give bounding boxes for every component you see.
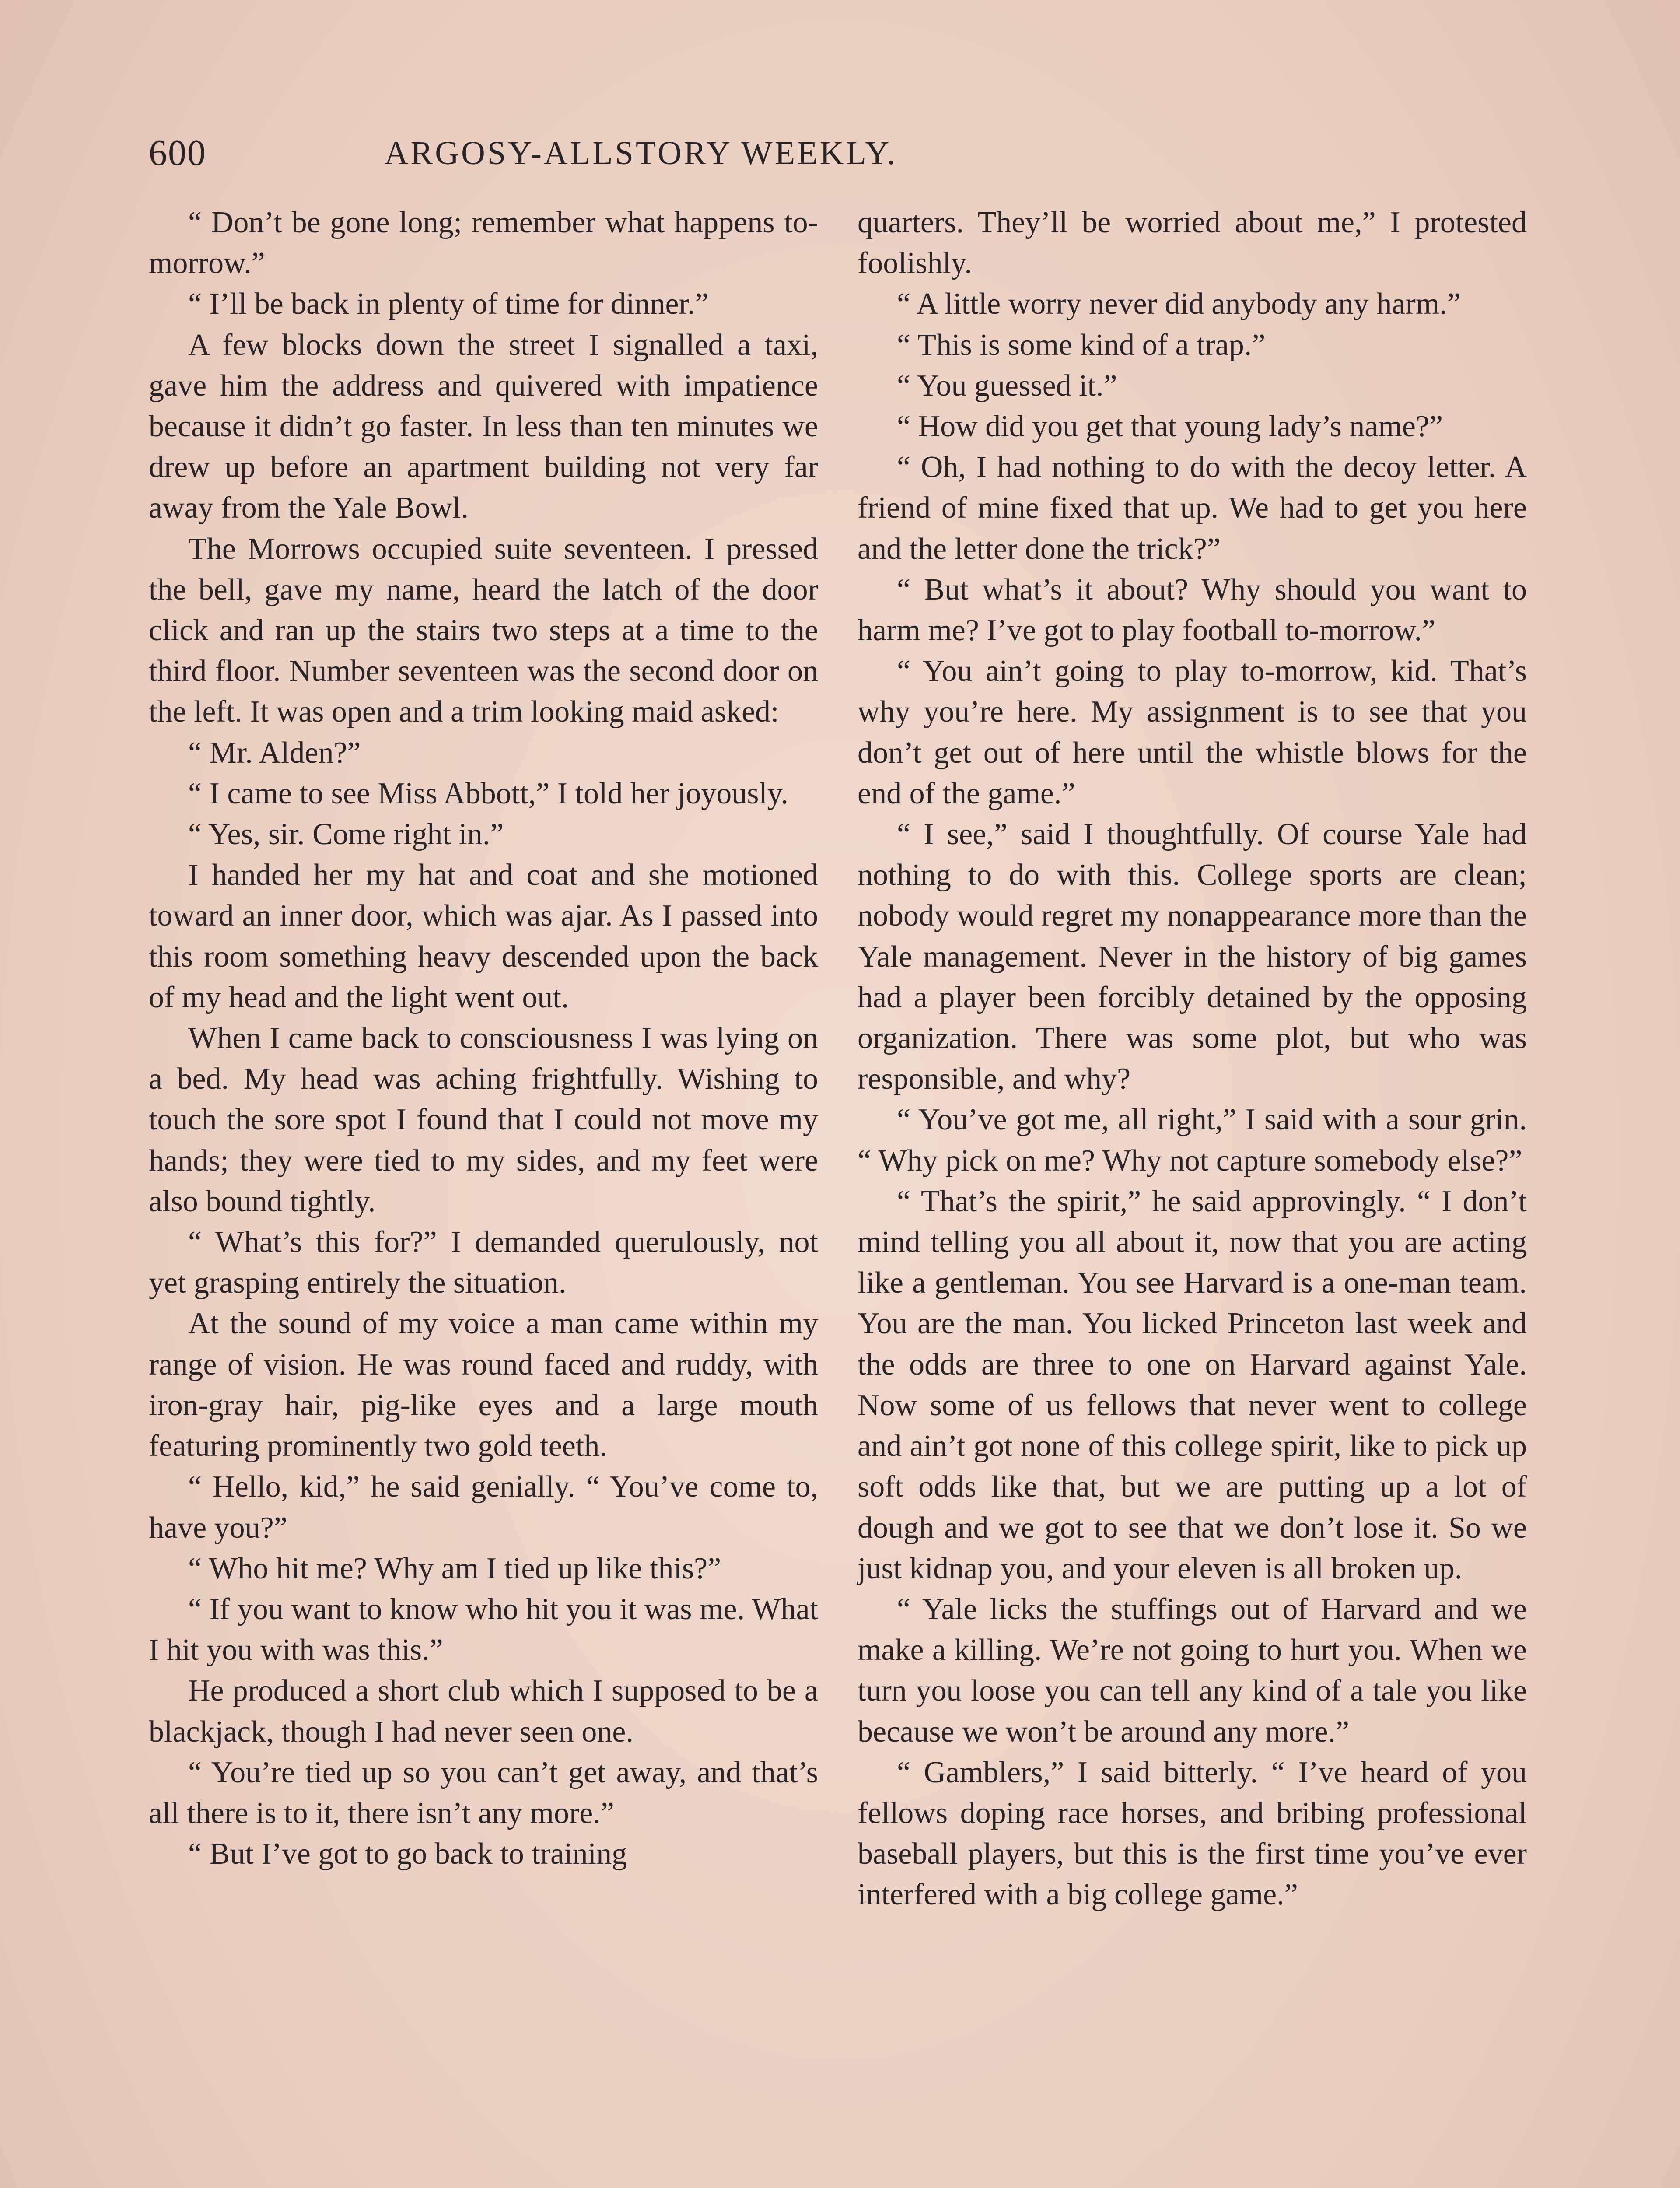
paragraph: “ If you want to know who hit you it was me. What I hit you with was this.” xyxy=(149,1592,818,1667)
paragraph: “ A little worry never did anybody any harm.” xyxy=(897,287,1461,321)
right-column xyxy=(858,202,1527,1915)
paragraph: “ I’ll be back in plenty of time for dinner.” xyxy=(188,287,709,321)
paragraph: “ I came to see Miss Abbott,” I told her joyously. xyxy=(188,776,788,810)
paragraph: “ Hello, kid,” he said genially. “ You’ve come to, have you?” xyxy=(149,1470,818,1545)
page-number: 600 xyxy=(149,133,206,173)
paragraph: The Morrows occupied suite seventeen. I pressed the bell, gave my name, heard the latch of the door click and ran up the stairs two steps at a time to the third floor. Number seventeen was the second door on the left. It was open and a trim looking maid asked: xyxy=(149,532,818,729)
paragraph: “ Who hit me? Why am I tied up like this?” xyxy=(188,1551,721,1585)
paragraph: “ Don’t be gone long; remember what happens to-morrow.” xyxy=(149,206,818,281)
paragraph: “ That’s the spirit,” he said approvingly. “ I don’t mind telling you all about it, now that you are acting like a gentleman. You see Harvard is a one-man team. You are the man. You licked Princeton last week and the odds are three to one on Harvard against Yale. Now some of us fellows that never went to college and ain’t got none of this college spirit, like to pick up soft odds like that, but we are putting up a lot of dough and we got to see that we don’t lose it. So we just kidnap you, and your eleven is all broken up. xyxy=(858,1184,1527,1585)
paragraph: “ This is some kind of a trap.” xyxy=(897,328,1266,362)
paragraph: “ You ain’t going to play to-morrow, kid. That’s why you’re here. My assignment is to see that you don’t get out of here until the whistle blows for the end of the game.” xyxy=(858,654,1527,810)
left-column xyxy=(149,202,818,1874)
paragraph: A few blocks down the street I signalled a taxi, gave him the address and quivered with impatience because it didn’t go faster. In less than ten minutes we drew up before an apartment building not very far away from the Yale Bowl. xyxy=(149,328,818,525)
paragraph-continued: quarters. They’ll be worried about me,” I protested foolishly. xyxy=(858,206,1527,281)
paragraph: I handed her my hat and coat and she motioned toward an inner door, which was ajar. As I passed into this room something heavy descended upon the back of my head and the light went out. xyxy=(149,858,818,1014)
paragraph: “ Yale licks the stuffings out of Harvard and we make a killing. We’re not going to hurt you. When we turn you loose you can tell any kind of a tale you like because we won’t be around any more.” xyxy=(858,1592,1527,1749)
paragraph: “ Oh, I had nothing to do with the decoy letter. A friend of mine fixed that up. We had to get you here and the letter done the trick?” xyxy=(858,450,1527,566)
running-head: ARGOSY-ALLSTORY WEEKLY. xyxy=(384,135,898,172)
paragraph: When I came back to consciousness I was lying on a bed. My head was aching frightfully. Wishing to touch the sore spot I found that I could not move my hands; they were tied to my sides, and my feet were also bound tightly. xyxy=(149,1021,818,1218)
paragraph: “ You guessed it.” xyxy=(897,368,1117,403)
paragraph: “ Mr. Alden?” xyxy=(188,736,361,770)
paragraph: “ Yes, sir. Come right in.” xyxy=(188,817,504,852)
paragraph: “ But I’ve got to go back to training xyxy=(188,1837,627,1871)
paragraph: He produced a short club which I supposed to be a blackjack, though I had never seen one. xyxy=(149,1674,818,1749)
page-header xyxy=(149,127,1133,179)
paragraph: “ How did you get that young lady’s name?” xyxy=(897,410,1443,444)
paragraph: “ I see,” said I thoughtfully. Of course Yale had nothing to do with this. College sports are clean; nobody would regret my nonappearance more than the Yale management. Never in the history of big games had a player been forcibly detained by the opposing organization. There was some plot, but who was responsible, and why? xyxy=(858,817,1527,1096)
paragraph: “ What’s this for?” I demanded querulously, not yet grasping entirely the situation. xyxy=(149,1225,818,1300)
paragraph: “ But what’s it about? Why should you want to harm me? I’ve got to play football to-morrow.” xyxy=(858,572,1527,648)
paragraph: “ You’re tied up so you can’t get away, and that’s all there is to it, there isn’t any more.” xyxy=(149,1755,818,1830)
paragraph: “ You’ve got me, all right,” I said with a sour grin. “ Why pick on me? Why not capture somebody else?” xyxy=(858,1103,1527,1178)
paragraph: At the sound of my voice a man came within my range of vision. He was round faced and ruddy, with iron-gray hair, pig-like eyes and a large mouth featuring prominently two gold teeth. xyxy=(149,1307,818,1463)
paragraph: “ Gamblers,” I said bitterly. “ I’ve heard of you fellows doping race horses, and bribing professional baseball players, but this is the first time you’ve ever interfered with a big college game.” xyxy=(858,1755,1527,1912)
